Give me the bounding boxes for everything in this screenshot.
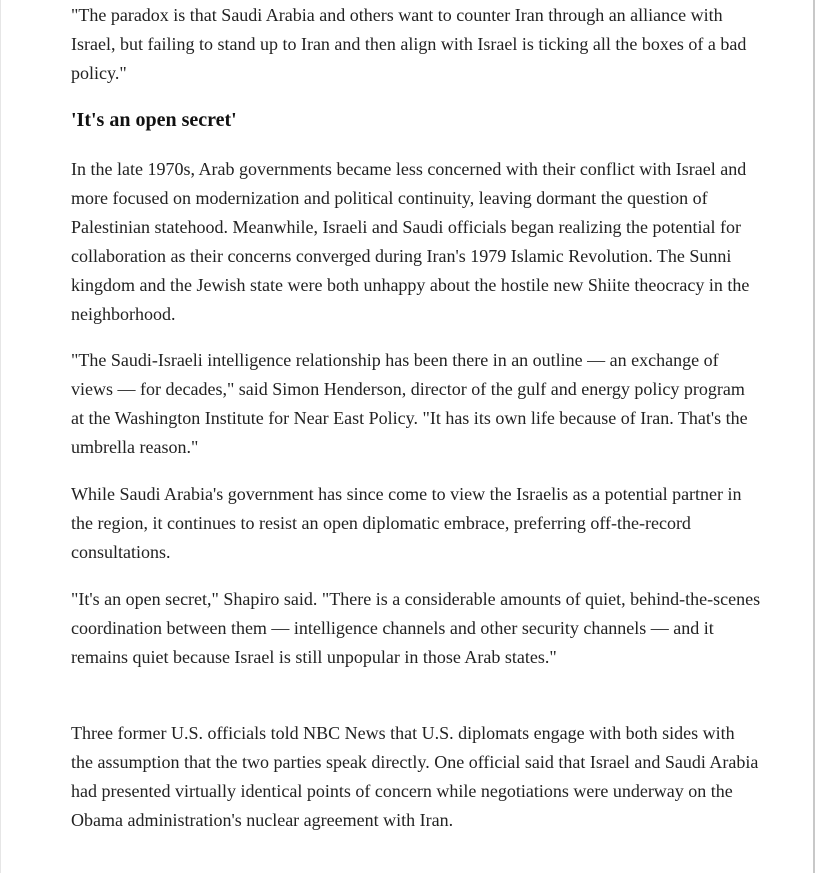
paragraph-henderson-quote: "The Saudi-Israeli intelligence relationship has been there in an outline — an exchange of views — for decades," said Simon Henderson, director of the gulf and energy policy program at the Washington Institute for Near East Policy. "It has its own life because of Iran. That's the umbrella reason." [71,350,748,457]
paragraph-saudi-government: While Saudi Arabia's government has since come to view the Israelis as a potential partner in the region, it continues to resist an open diplomatic embrace, preferring off-the-record consultations. [71,484,742,562]
paragraph-us-officials: Three former U.S. officials told NBC News that U.S. diplomats engage with both sides with the assumption that the two parties speak directly. One official said that Israel and Saudi Arabia had presented virtually identical points of concern while negotiations were underway on the Obama administration's nuclear agreement with Iran. [71,723,759,830]
paragraph-shapiro-quote: "It's an open secret," Shapiro said. "There is a considerable amounts of quiet, behind-the-scenes coordination between them — intelligence channels and other security channels — and it remains quiet because Israel is still unpopular in those Arab states." [71,589,761,667]
paragraph-quote-paradox: "The paradox is that Saudi Arabia and others want to counter Iran through an alliance with Israel, but failing to stand up to Iran and then align with Israel is ticking all the boxes of a bad policy." [71,5,747,83]
paragraph-history: In the late 1970s, Arab governments became less concerned with their conflict with Israel and more focused on modernization and political continuity, leaving dormant the question of Palestinian statehood. Meanwhile, Israeli and Saudi officials began realizing the potential for collaboration as their concerns converged during Iran's 1979 Islamic Revolution. The Sunni kingdom and the Jewish state were both unhappy about the hostile new Shiite theocracy in the neighborhood. [71,159,750,324]
section-heading: 'It's an open secret' [71,109,237,131]
